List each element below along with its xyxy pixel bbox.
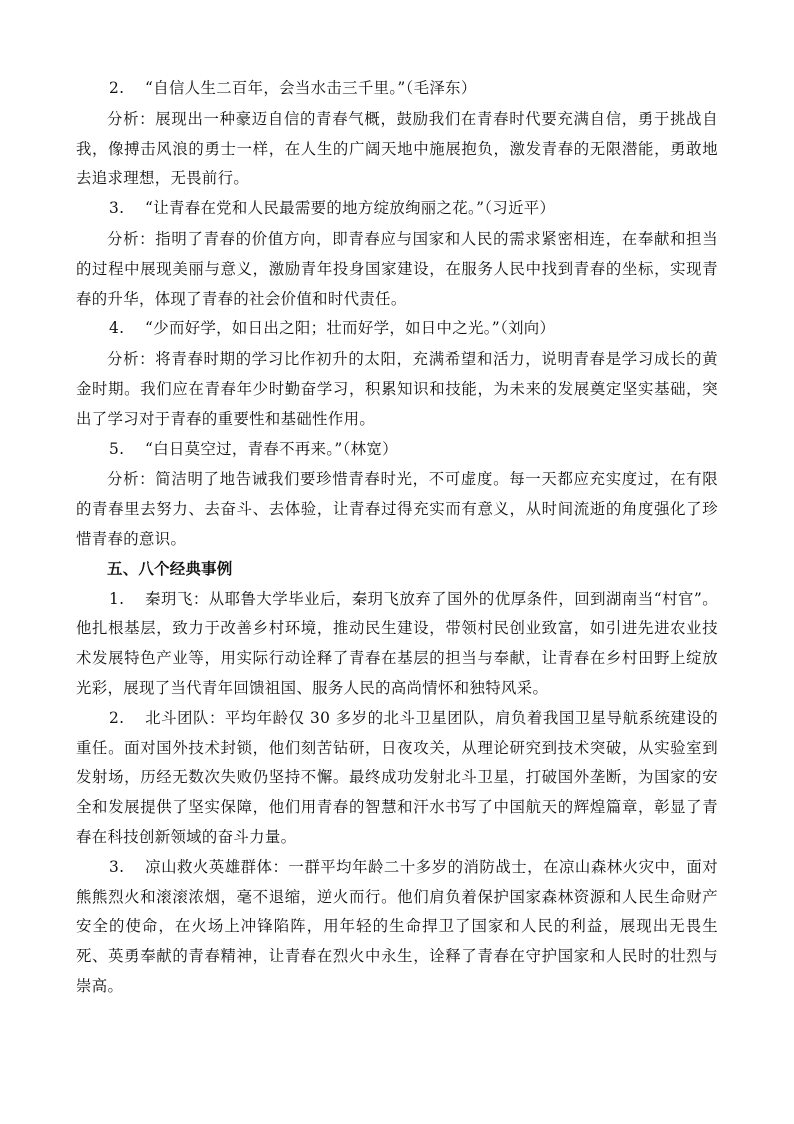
case-item <box>76 853 718 1002</box>
quote-number: 5. <box>109 439 125 458</box>
section-heading: 五、八个经典事例 <box>107 559 233 578</box>
quote-analysis: 分析：展现出一种豪迈自信的青春气概，鼓励我们在青春时代要充满自信，勇于挑战自我，像搏击风浪的勇士一样，在人生的广阔天地中施展抱负，激发青春的无限潜能，勇敢地去追求理想，无畏前行。 <box>76 109 718 188</box>
case-text: 秦玥飞：从耶鲁大学毕业后，秦玥飞放弃了国外的优厚条件，回到湖南当“村官”。他扎根基层，致力于改善乡村环境，推动民生建设，带领村民创业致富，如引进先进农业技术发展特色产业等，用实际行动诠释了青春在基层的担当与奉献，让青春在乡村田野上绽放光彩，展现了当代青年回馈祖国、服务人民的高尚情怀和独特风采。 <box>76 589 718 697</box>
quote-text: “白日莫空过，青春不再来。”（林宽） <box>145 439 398 458</box>
quote-item <box>76 314 718 344</box>
quote-item <box>76 435 718 465</box>
quote-analysis: 分析：简洁明了地告诫我们要珍惜青春时光，不可虚度。每一天都应充实度过，在有限的青春里去努力、去奋斗、去体验，让青春过得充实而有意义，从时间流逝的角度强化了珍惜青春的意识。 <box>76 470 718 548</box>
quote-text: “自信人生二百年，会当水击三千里。”（毛泽东） <box>145 79 477 97</box>
quote-item <box>76 194 718 224</box>
quote-number: 2. <box>109 79 125 97</box>
case-number: 2. <box>109 708 125 727</box>
quote-text: “让青春在党和人民最需要的地方绽放绚丽之花。”（习近平） <box>145 199 556 218</box>
quote-number: 4. <box>109 319 125 338</box>
case-item <box>76 704 718 853</box>
case-number: 3. <box>109 857 125 876</box>
quote-item <box>76 74 718 104</box>
case-number: 1. <box>109 589 125 608</box>
case-text: 北斗团队：平均年龄仅 30 多岁的北斗卫星团队，肩负着我国卫星导航系统建设的重任。面对国外技术封锁，他们刻苦钻研，日夜攻关，从理论研究到技术突破，从实验室到发射场，历经无数次失败仍坚持不懈。最终成功发射北斗卫星，打破国外垄断，为国家的安全和发展提供了坚实保障，他们用青春的智慧和汗水书写了中国航天的辉煌篇章，彰显了青春在科技创新领域的奋斗力量。 <box>76 708 718 846</box>
case-text: 凉山救火英雄群体：一群平均年龄二十多岁的消防战士，在凉山森林火灾中，面对熊熊烈火和滚滚浓烟，毫不退缩，逆火而行。他们肩负着保护国家森林资源和人民生命财产安全的使命，在火场上冲锋陷阵，用年轻的生命捍卫了国家和人民的利益，展现出无畏生死、英勇奉献的青春精神，让青春在烈火中永生，诠释了青春在守护国家和人民时的壮烈与崇高。 <box>76 857 718 995</box>
quote-analysis: 分析：指明了青春的价值方向，即青春应与国家和人民的需求紧密相连，在奉献和担当的过程中展现美丽与意义，激励青年投身国家建设，在服务人民中找到青春的坐标，实现青春的升华，体现了青春的社会价值和时代责任。 <box>76 229 718 308</box>
quote-number: 3. <box>109 199 125 218</box>
quote-text: “少而好学，如日出之阳；壮而好学，如日中之光。”（刘向） <box>145 319 556 338</box>
quote-analysis: 分析：将青春时期的学习比作初升的太阳，充满希望和活力，说明青春是学习成长的黄金时期。我们应在青春年少时勤奋学习，积累知识和技能，为未来的发展奠定坚实基础，突出了学习对于青春的重要性和基础性作用。 <box>76 350 718 428</box>
case-item <box>76 585 718 704</box>
